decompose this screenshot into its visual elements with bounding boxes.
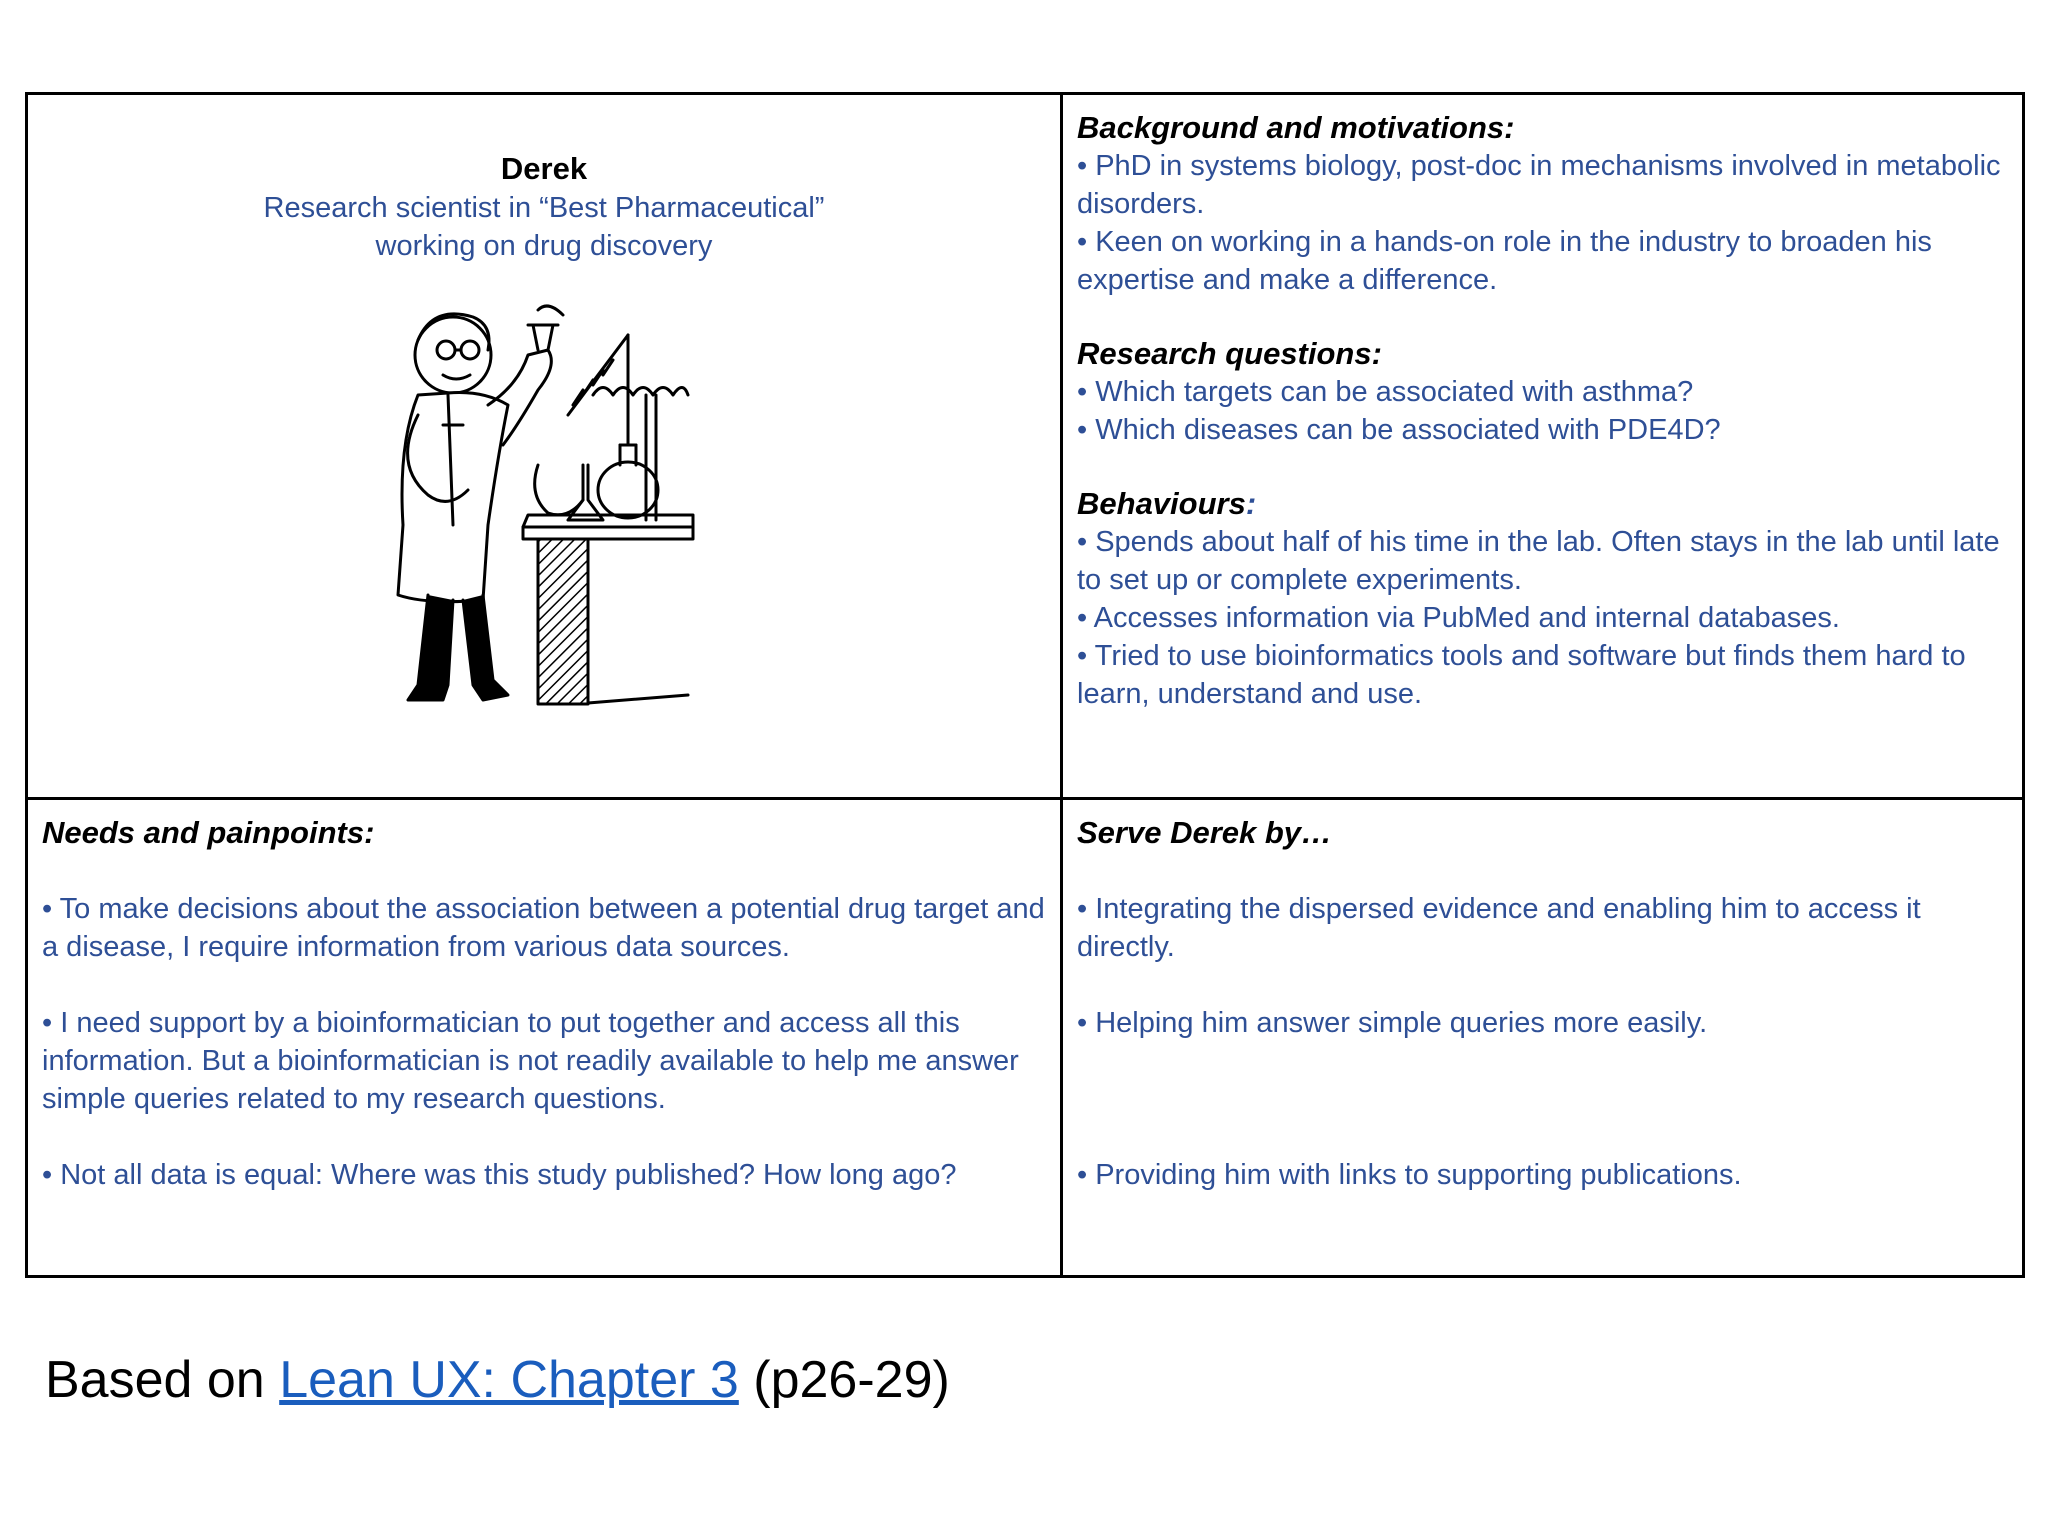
serve-item: • Integrating the dispersed evidence and enabling him to access it directly. — [1077, 893, 1921, 963]
background-heading: Background and motivations: — [1077, 110, 1515, 145]
research-item: • Which targets can be associated with asthma? — [1077, 376, 1694, 408]
citation-suffix: (p26-29) — [738, 1351, 950, 1409]
behaviours-item: • Spends about half of his time in the lab. Often stays in the lab until late to set up or complete experiments. — [1077, 526, 2000, 596]
serve-cell — [1060, 797, 2022, 1275]
serve-heading: Serve Derek by… — [1077, 815, 1333, 850]
needs-list — [42, 890, 1048, 1194]
background-item: • Keen on working in a hands-on role in the industry to broaden his expertise and make a difference. — [1077, 226, 1932, 296]
background-item: • PhD in systems biology, post-doc in mechanisms involved in metabolic disorders. — [1077, 150, 2001, 220]
behaviours-item: • Tried to use bioinformatics tools and software but finds them hard to learn, understand and use. — [1077, 640, 1966, 710]
persona-role — [28, 189, 1060, 265]
persona-identity-cell — [28, 95, 1060, 797]
persona-card — [25, 92, 2025, 1278]
serve-list — [1077, 890, 2010, 1194]
behaviours-heading — [1077, 485, 2010, 523]
persona-role-line-1: Research scientist in “Best Pharmaceutical” — [263, 192, 825, 224]
needs-cell — [28, 797, 1060, 1275]
research-item: • Which diseases can be associated with PDE4D? — [1077, 414, 1721, 446]
behaviours-list — [1077, 523, 2010, 713]
serve-item: • Providing him with links to supporting publications. — [1077, 1159, 1742, 1191]
needs-item: • I need support by a bioinformatician to put together and access all this information. But a bioinformatician is not readily available to help me answer simple queries related to my research questions. — [42, 1007, 1019, 1115]
needs-heading: Needs and painpoints: — [42, 815, 375, 850]
behaviours-heading-colon: : — [1245, 486, 1257, 521]
needs-item: • To make decisions about the association between a potential drug target and a disease, I require information from various data sources. — [42, 893, 1045, 963]
persona-role-line-2: working on drug discovery — [375, 230, 713, 262]
research-heading: Research questions: — [1077, 336, 1382, 371]
source-citation — [45, 1350, 950, 1410]
serve-item: • Helping him answer simple queries more easily. — [1077, 1007, 1708, 1039]
behaviours-heading-text: Behaviours — [1077, 486, 1246, 521]
persona-name: Derek — [500, 151, 588, 186]
research-list — [1077, 373, 2010, 449]
scientist-illustration-icon — [388, 295, 758, 715]
lean-ux-chapter-link[interactable]: Lean UX: Chapter 3 — [279, 1351, 739, 1409]
background-cell — [1060, 95, 2022, 797]
citation-prefix: Based on — [45, 1351, 280, 1409]
background-list — [1077, 147, 2010, 299]
behaviours-item: • Accesses information via PubMed and internal databases. — [1077, 602, 1840, 634]
needs-item: • Not all data is equal: Where was this study published? How long ago? — [42, 1159, 957, 1191]
